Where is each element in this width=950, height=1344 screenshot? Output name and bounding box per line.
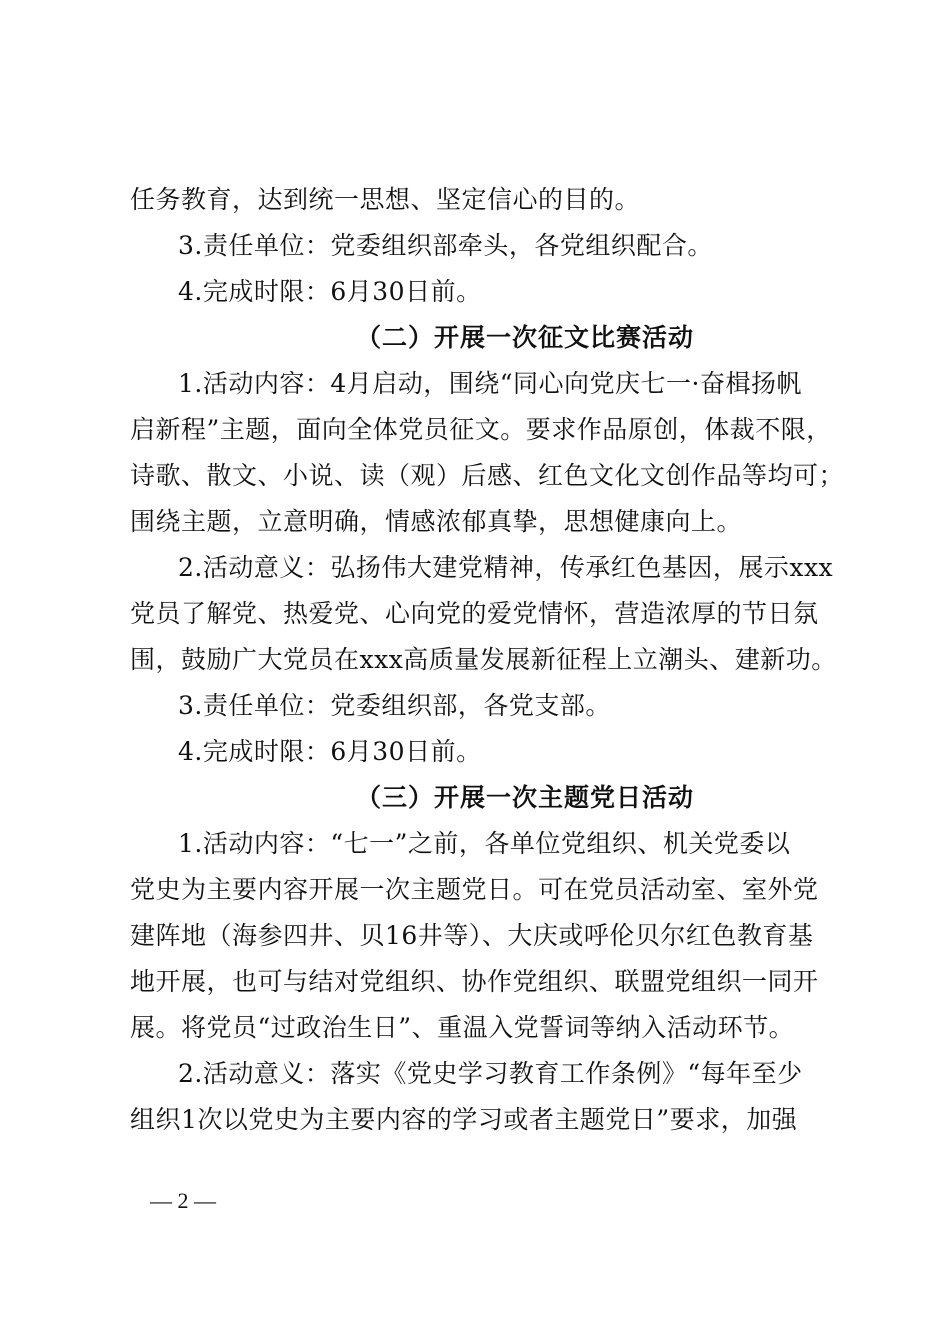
text-line: 党员了解党、热爱党、心向党的爱党情怀，营造浓厚的节日氛 — [130, 599, 819, 628]
text-line: 党史为主要内容开展一次主题党日。可在党员活动室、室外党 — [130, 875, 819, 904]
text-line: 任务教育，达到统一思想、坚定信心的目的。 — [130, 185, 641, 214]
text-line: 1.活动内容：“七一”之前，各单位党组织、机关党委以 — [178, 829, 791, 858]
text-line: 建阵地（海参四井、贝16井等）、大庆或呼伦贝尔红色教育基 — [130, 921, 814, 950]
text-line: 诗歌、散文、小说、读（观）后感、红色文化文创作品等均可； — [130, 461, 845, 490]
text-line: 3.责任单位：党委组织部，各党支部。 — [178, 691, 611, 720]
text-line: 围绕主题，立意明确，情感浓郁真挚，思想健康向上。 — [130, 507, 743, 536]
text-line: 组织1次以党史为主要内容的学习或者主题党日”要求，加强 — [130, 1105, 798, 1134]
text-line: 1.活动内容：4月启动，围绕“同心向党庆七一·奋楫扬帆 — [178, 369, 802, 398]
text-line: 围，鼓励广大党员在xxx高质量发展新征程上立潮头、建新功。 — [130, 645, 837, 674]
text-line: 展。将党员“过政治生日”、重温入党誓词等纳入活动环节。 — [130, 1013, 795, 1042]
text-line: 地开展，也可与结对党组织、协作党组织、联盟党组织一同开 — [130, 967, 819, 996]
text-line: 4.完成时限：6月30日前。 — [178, 737, 482, 766]
text-line: 4.完成时限：6月30日前。 — [178, 277, 482, 306]
section-heading: （三）开展一次主题党日活动 — [355, 783, 694, 812]
text-line: 2.活动意义：弘扬伟大建党精神，传承红色基因，展示xxx — [178, 553, 834, 582]
page-number: — 2 — — [150, 1188, 216, 1213]
text-line: 2.活动意义：落实《党史学习教育工作条例》“每年至少 — [178, 1059, 803, 1088]
document-body — [130, 177, 845, 1143]
section-heading: （二）开展一次征文比赛活动 — [355, 323, 694, 352]
text-line: 3.责任单位：党委组织部牵头，各党组织配合。 — [178, 231, 713, 260]
text-line: 启新程”主题，面向全体党员征文。要求作品原创，体裁不限， — [130, 415, 832, 444]
